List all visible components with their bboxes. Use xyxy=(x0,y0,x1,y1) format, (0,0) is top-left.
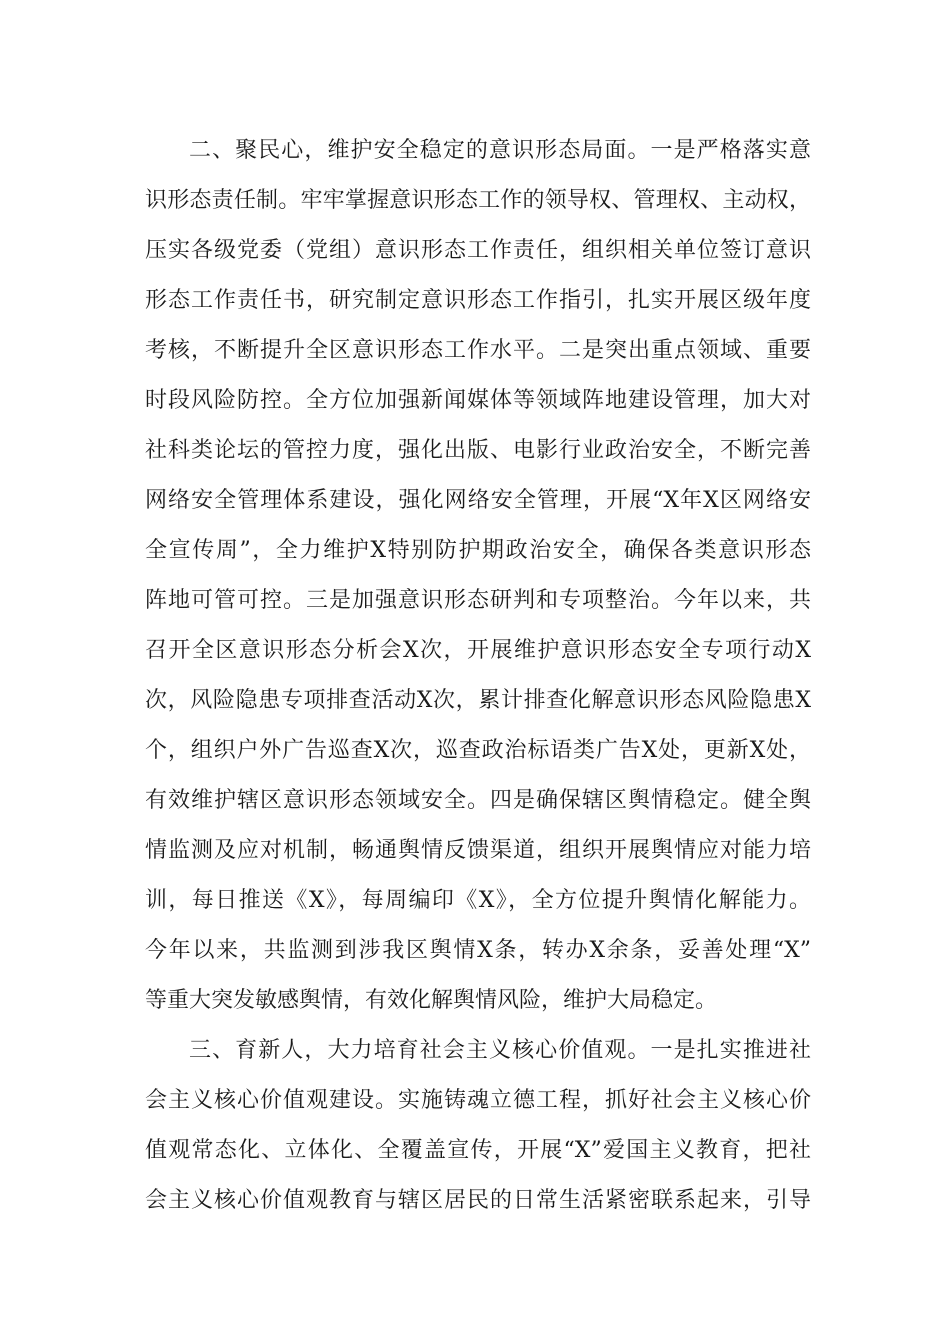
paragraph-3-line-1: 三、育新人，大力培育社会主义核心价值观。一是扎实推进社 xyxy=(189,1038,811,1063)
paragraph-2-line-15: 情监测及应对机制，畅通舆情反馈渠道，组织开展舆情应对能力培 xyxy=(145,838,811,863)
paragraph-2-line-18: 等重大突发敏感舆情，有效化解舆情风险，维护大局稳定。 xyxy=(145,988,718,1013)
paragraph-2-line-8: 网络安全管理体系建设，强化网络安全管理，开展“X年X区网络安 xyxy=(145,488,811,513)
paragraph-3-line-4: 会主义核心价值观教育与辖区居民的日常生活紧密联系起来，引导 xyxy=(145,1188,811,1213)
paragraph-2-line-10: 阵地可管可控。三是加强意识形态研判和专项整治。今年以来，共 xyxy=(145,588,811,613)
paragraph-2-line-12: 次，风险隐患专项排查活动X次，累计排查化解意识形态风险隐患X xyxy=(145,688,811,713)
paragraph-2-line-5: 考核，不断提升全区意识形态工作水平。二是突出重点领域、重要 xyxy=(145,338,811,363)
paragraph-2-line-7: 社科类论坛的管控力度，强化出版、电影行业政治安全，不断完善 xyxy=(145,438,811,463)
document-body xyxy=(145,126,811,1226)
paragraph-2-line-6: 时段风险防控。全方位加强新闻媒体等领域阵地建设管理，加大对 xyxy=(145,388,811,413)
paragraph-2-line-9: 全宣传周”，全力维护X特别防护期政治安全，确保各类意识形态 xyxy=(145,538,811,563)
paragraph-2-line-11: 召开全区意识形态分析会X次，开展维护意识形态安全专项行动X xyxy=(145,638,811,663)
paragraph-2-line-16: 训，每日推送《X》，每周编印《X》，全方位提升舆情化解能力。 xyxy=(145,888,811,913)
paragraph-2-line-13: 个，组织户外广告巡查X次，巡查政治标语类广告X处，更新X处， xyxy=(145,738,811,763)
paragraph-3-line-2: 会主义核心价值观建设。实施铸魂立德工程，抓好社会主义核心价 xyxy=(145,1088,811,1113)
paragraph-2-line-14: 有效维护辖区意识形态领域安全。四是确保辖区舆情稳定。健全舆 xyxy=(145,788,811,813)
paragraph-3-line-3: 值观常态化、立体化、全覆盖宣传，开展“X”爱国主义教育，把社 xyxy=(145,1138,811,1163)
paragraph-2-line-4: 形态工作责任书，研究制定意识形态工作指引，扎实开展区级年度 xyxy=(145,288,811,313)
paragraph-2-line-17: 今年以来，共监测到涉我区舆情X条，转办X余条，妥善处理“X” xyxy=(145,938,811,963)
paragraph-2-line-1: 二、聚民心，维护安全稳定的意识形态局面。一是严格落实意 xyxy=(189,138,811,163)
paragraph-2-line-3: 压实各级党委（党组）意识形态工作责任，组织相关单位签订意识 xyxy=(145,238,811,263)
paragraph-2-line-2: 识形态责任制。牢牢掌握意识形态工作的领导权、管理权、主动权， xyxy=(145,188,811,213)
